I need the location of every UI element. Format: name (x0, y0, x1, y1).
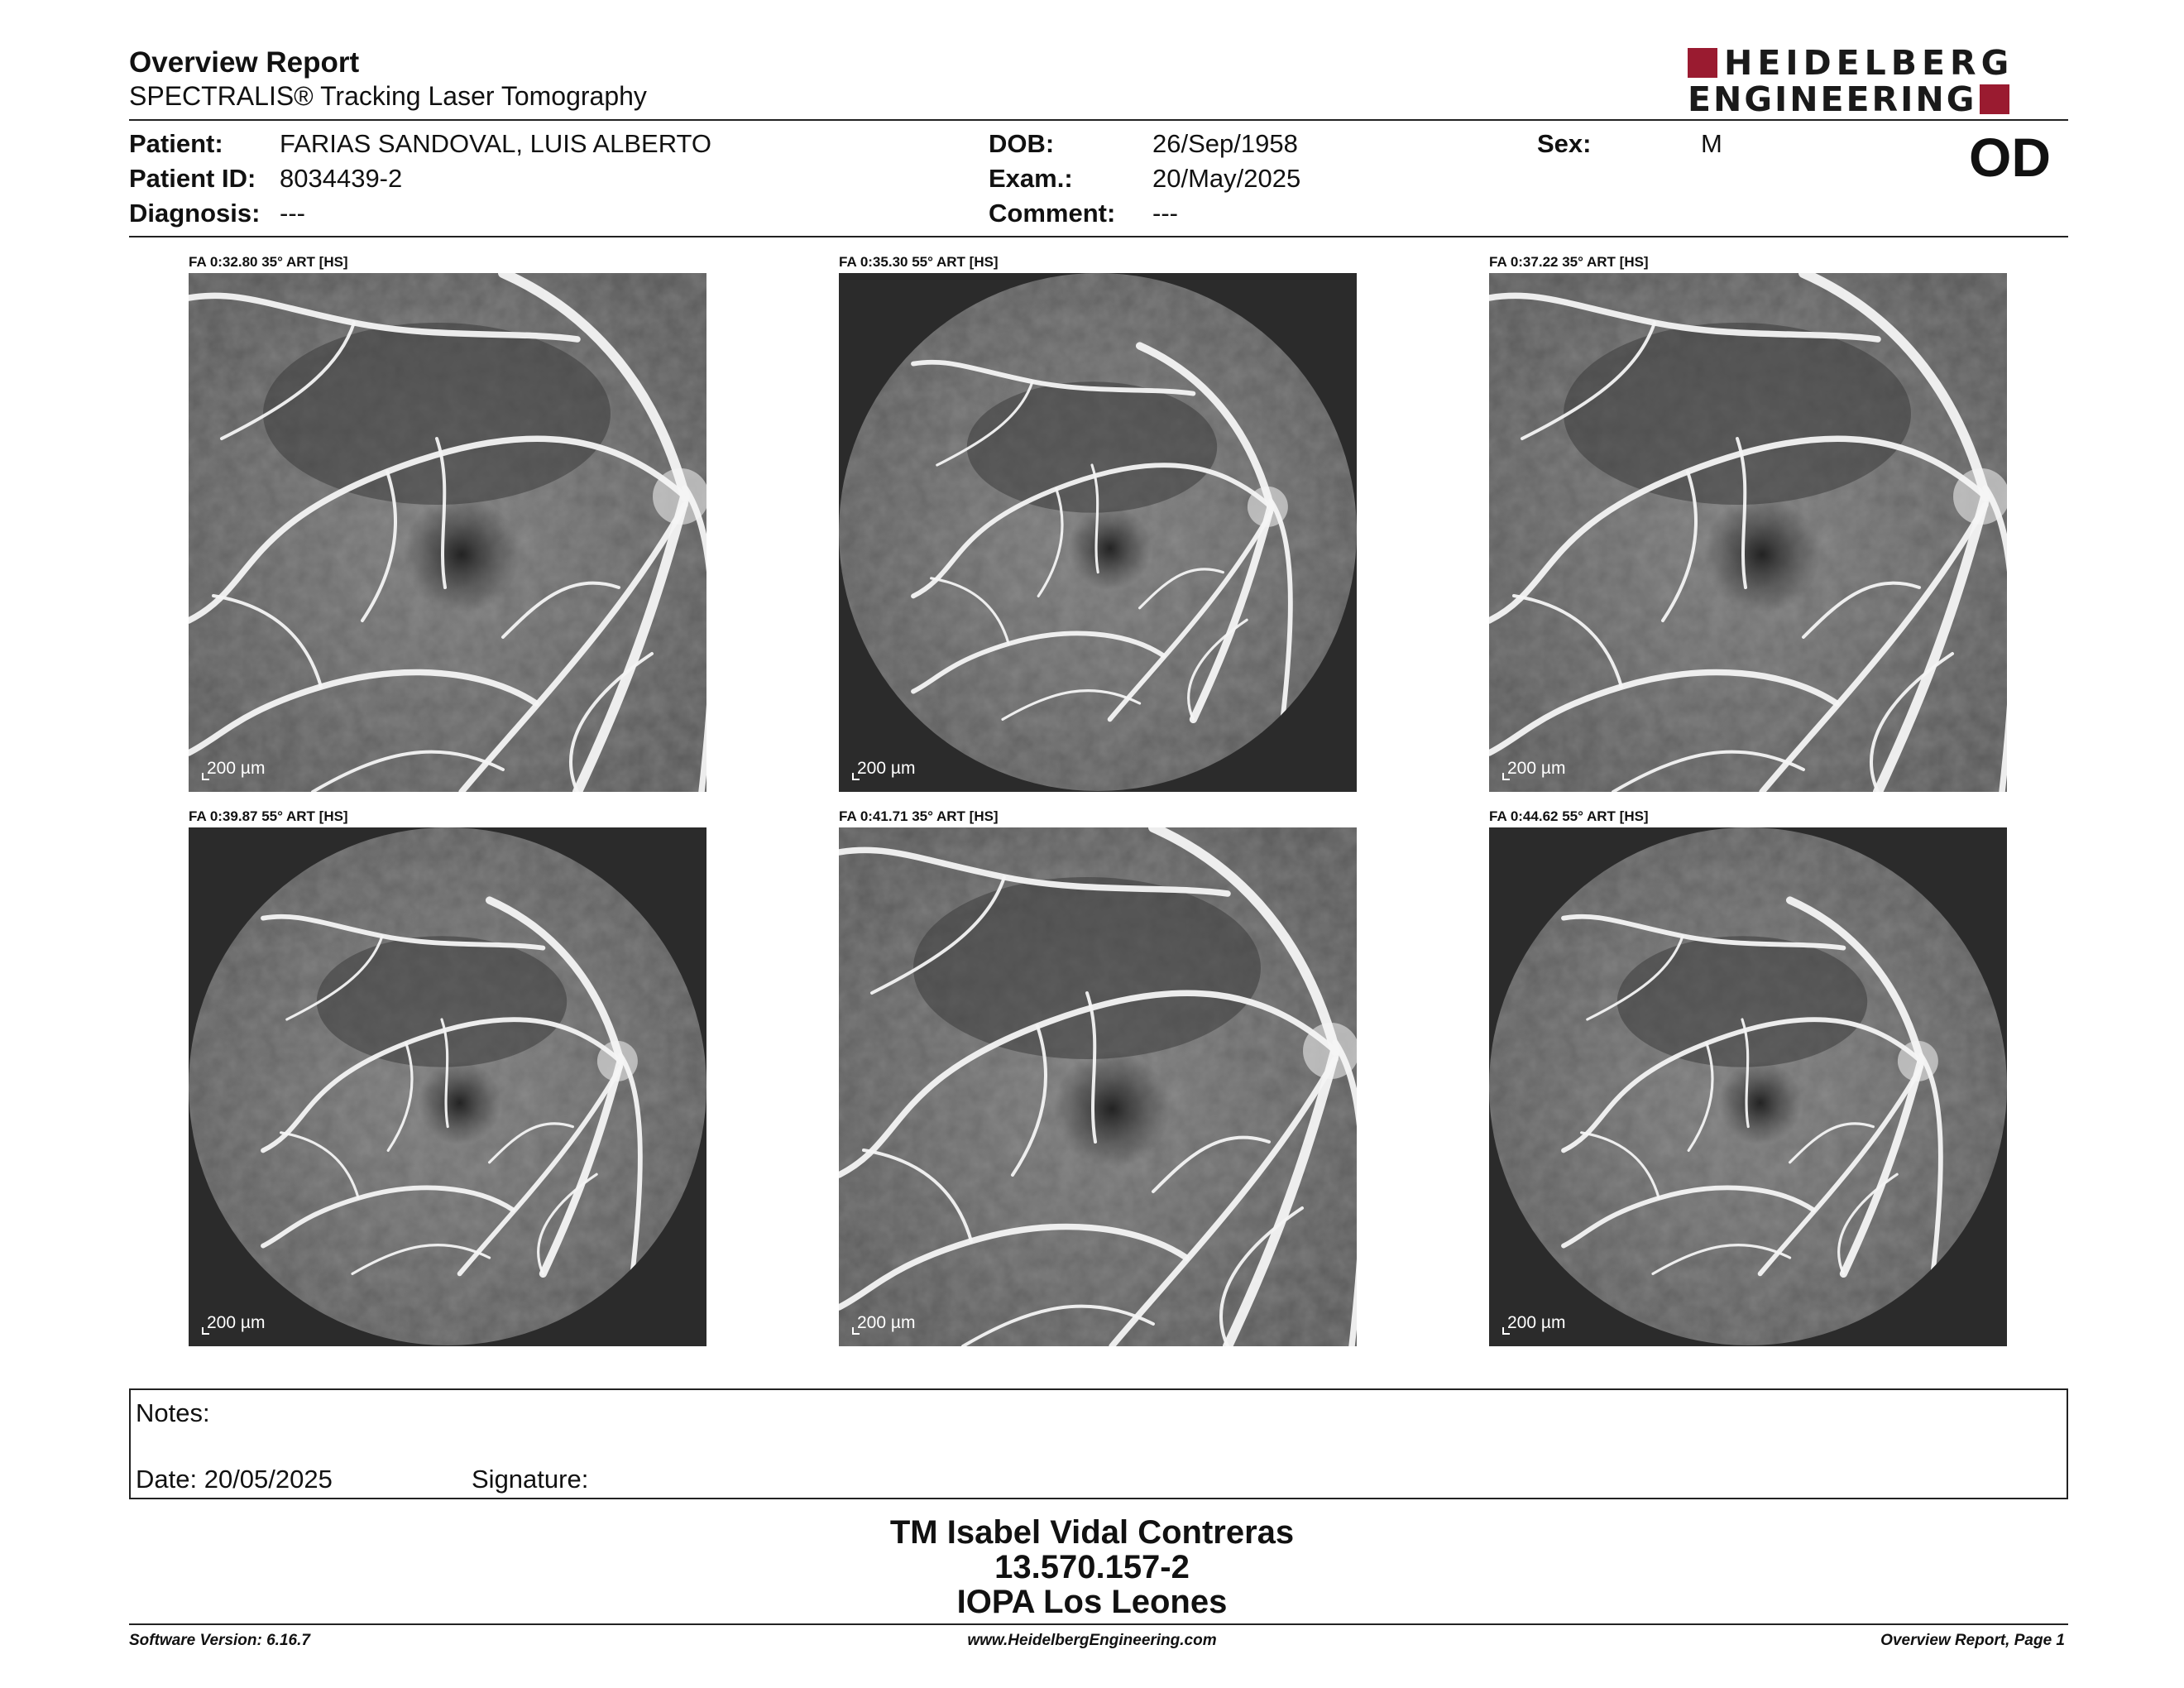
report-title: Overview Report (129, 46, 360, 79)
fundus-image-5[interactable] (839, 827, 1357, 1346)
image-label-6: FA 0:44.62 55° ART [HS] (1489, 808, 1649, 824)
comment-label: Comment: (989, 199, 1116, 228)
exam-label: Exam.: (989, 164, 1073, 193)
sex-label: Sex: (1537, 129, 1592, 158)
page-number: Overview Report, Page 1 (1880, 1632, 2065, 1649)
website-link[interactable]: www.HeidelbergEngineering.com (967, 1632, 1217, 1649)
notes-date: Date: 20/05/2025 (136, 1465, 333, 1494)
image-label-5: FA 0:41.71 35° ART [HS] (839, 808, 999, 824)
fundus-image-6[interactable] (1489, 827, 2007, 1346)
patient-id: 8034439-2 (280, 164, 403, 193)
scale-label: 200 µm (207, 1313, 266, 1332)
report-subtitle: SPECTRALIS® Tracking Laser Tomography (129, 81, 647, 111)
logo-square-icon (1980, 84, 2009, 114)
image-label-1: FA 0:32.80 35° ART [HS] (189, 254, 348, 270)
footer-divider (129, 1623, 2068, 1625)
sex-value: M (1701, 129, 1722, 158)
exam-date: 20/May/2025 (1152, 164, 1301, 193)
header-divider (129, 119, 2068, 121)
scale-label: 200 µm (207, 759, 266, 778)
notes-label: Notes: (136, 1398, 210, 1427)
patient-id-label: Patient ID: (129, 164, 256, 193)
image-label-2: FA 0:35.30 55° ART [HS] (839, 254, 999, 270)
stamp-institution: IOPA Los Leones (956, 1584, 1228, 1620)
eye-indicator: OD (1969, 127, 2051, 188)
fundus-image-3[interactable] (1489, 273, 2007, 792)
image-label-4: FA 0:39.87 55° ART [HS] (189, 808, 348, 824)
patient-label: Patient: (129, 129, 223, 158)
scale-label: 200 µm (1507, 1313, 1566, 1332)
heidelberg-logo (1688, 43, 2070, 119)
dob-value: 26/Sep/1958 (1152, 129, 1298, 158)
logo-square-icon (1688, 48, 1717, 78)
stamp-name: TM Isabel Vidal Contreras (889, 1514, 1295, 1551)
patient-name: FARIAS SANDOVAL, LUIS ALBERTO (280, 129, 712, 158)
scale-label: 200 µm (857, 1313, 916, 1332)
fundus-image-1[interactable] (189, 273, 706, 792)
fundus-image-2[interactable] (839, 273, 1357, 792)
notes-box (129, 1388, 2068, 1499)
comment-value: --- (1152, 199, 1178, 228)
software-version: Software Version: 6.16.7 (129, 1632, 310, 1649)
scale-label: 200 µm (1507, 759, 1566, 778)
logo-line-1: HEIDELBERG (1688, 46, 2014, 79)
dob-label: DOB: (989, 129, 1055, 158)
image-label-3: FA 0:37.22 35° ART [HS] (1489, 254, 1649, 270)
scale-label: 200 µm (857, 759, 916, 778)
diagnosis-value: --- (280, 199, 305, 228)
patient-divider (129, 236, 2068, 237)
signature-label: Signature: (472, 1465, 589, 1494)
fundus-image-4[interactable] (189, 827, 706, 1346)
diagnosis-label: Diagnosis: (129, 199, 261, 228)
logo-line-2: ENGINEERING (1688, 83, 2009, 116)
stamp-id: 13.570.157-2 (994, 1549, 1190, 1585)
